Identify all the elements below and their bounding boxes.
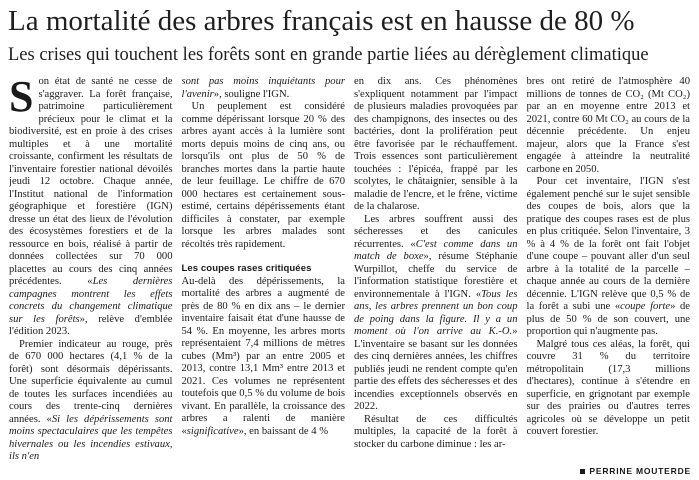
paragraph: Malgré tous ces aléas, la forêt, qui couvre 31 % du territoire métropolitain (17,3 millions d'hectares), continue à s'étendre en superficie, en grignotant par exemple sur des prairies ou d'autres terres agricoles où se développe un petit couvert forestier. <box>526 338 690 437</box>
drop-cap: S <box>9 76 34 121</box>
subheadline: Les crises qui touchent les forêts sont en grande partie liées au dérèglement climatique <box>8 45 649 65</box>
headline: La mortalité des arbres français est en hausse de 80 % <box>8 5 635 37</box>
paragraph: bres ont retiré de l'atmosphère 40 millions de tonnes de CO₂ (Mt CO₂) par an en moyenne entre 2013 et 2021, contre 60 Mt CO₂ au cours de la décennie précédente. Un enjeu majeur, alors que la France s'est engagée à atteindre la neutralité carbone en 2050. <box>526 76 690 175</box>
paragraph: Résultat de ces difficultés multiples, la capacité de la forêt à stocker du carbone diminue : les ar- <box>354 413 518 450</box>
paragraph: sont pas moins inquiétants pour l'avenir», souligne l'IGN. <box>181 76 345 100</box>
column-1 <box>9 76 173 472</box>
byline: PERRINE MOUTERDE <box>580 466 691 476</box>
article-body <box>9 76 692 472</box>
paragraph: Premier indicateur au rouge, près de 670 000 hectares (4,1 % de la forêt) sont désormais dépérissants. Une superficie équivalente au cumul de toutes les surfaces incendiées au cours des trente-cinq dernières années. «Si les dépérissements sont moins spectaculaires que les tempêtes hivernales ou les incendies estivaux, ils n'en <box>9 338 173 462</box>
paragraph: en dix ans. Ces phénomènes s'expliquent notamment par l'impact de plusieurs maladies provoquées par des champignons, des insectes ou des bactéries, dont la prolifération peut être favorisée par le réchauffement. Trois essences sont particulièrement touchées : l'épicéa, frappé par les scolytes, le châtaignier, sensible à la maladie de l'encre, et le frêne, victime de la chalarose. <box>354 76 518 212</box>
paragraph: Un peuplement est considéré comme dépérissant lorsque 20 % des arbres ayant accès à la lumière sont morts depuis moins de cinq ans, ou lorsqu'ils ont plus de 50 % de branches mortes dans la partie haute de leur feuillage. Le chiffre de 670 000 hectares est certainement sous-estimé, certains dépérissements étant difficiles à constater, par exemple lorsque les arbres malades sont récoltés très rapidement. <box>181 101 345 250</box>
paragraph: Les arbres souffrent aussi des sécheresses et des canicules récurrentes. «C'est comme dans un match de boxe», résume Stéphanie Wurpillot, cheffe du service de l'information statistique forestière et environnementale à l'IGN. «Tous les ans, les arbres prennent un bon coup de poing dans la figure. Il y a un moment où l'on arrive au K.-O.» L'inventaire se basant sur les données des cinq dernières années, les chiffres publiés jeudi ne rendent compte qu'en partie des effets des sécheresses et des incendies exceptionnels observés en 2022. <box>354 213 518 412</box>
paragraph: Au-delà des dépérissements, la mortalité des arbres a augmenté de près de 80 % en dix ans – le dernier inventaire faisait état d'une hausse de 54 %. En moyenne, les arbres morts représentaient 7,4 millions de mètres cubes (Mm³) par an entre 2005 et 2013, contre 13,1 Mm³ entre 2013 et 2021. Ces volumes ne représentent toutefois que 0,5 % du volume de bois vivant. En parallèle, la croissance des arbres a ralenti de manière «significative», en baissant de 4 % <box>181 275 345 437</box>
column-4 <box>527 76 691 472</box>
paragraph: Pour cet inventaire, l'IGN s'est également penché sur le sujet sensible des coupes de bois, alors que la pratique des coupes rases est de plus en plus critiquée. Selon l'inventaire, 3 % à 4 % de la forêt ont fait l'objet d'une coupe – pouvant aller d'un seul arbre à la totalité de la parcelle – chaque année au cours de la dernière décennie. L'IGN relève que 0,5 % de la forêt a subi une «coupe forte» de plus de 50 % de son couvert, une proportion qui n'augmente pas. <box>526 176 690 337</box>
column-2 <box>182 76 346 472</box>
byline-square-icon <box>580 469 585 474</box>
column-3 <box>354 76 518 472</box>
paragraph: Son état de santé ne cesse de s'aggraver. La forêt française, patrimoine particulièrement précieux pour le climat et la biodiversité, est en proie à des crises multiples et à une mortalité croissante, confirment les résultats de l'inventaire forestier national dévoilés jeudi 12 octobre. Chaque année, l'Institut national de l'information géographique et forestière (IGN) dresse un état des lieux de l'évolution des écosystèmes forestiers et de la ressource en bois, réalisé à partir de données collectées sur 70 000 placettes au cours des cinq années précédentes. «Les dernières campagnes montrent les effets concrets du changement climatique sur les forêts», relève d'emblée l'édition 2023. <box>9 76 173 337</box>
section-title: Les coupes rases critiquées <box>181 263 312 274</box>
